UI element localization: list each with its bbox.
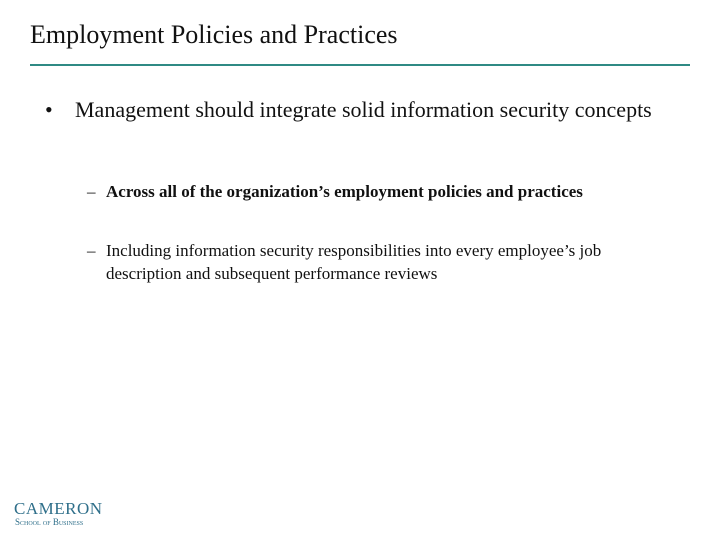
sub-bullet-item: [87, 180, 677, 203]
bullet-item: [45, 95, 665, 124]
title-divider: [30, 64, 690, 66]
bullet-text: Management should integrate solid information security concepts: [75, 97, 652, 122]
logo-subtitle: School of Business: [15, 517, 84, 527]
sub-bullet-text: Across all of the organization’s employment policies and practices: [106, 182, 583, 201]
sub-bullet-text: Including information security responsibilities into every employee’s job description and subsequent performance reviews: [106, 241, 602, 283]
logo-name: CAMERON: [14, 499, 103, 518]
bullet-marker: •: [45, 97, 53, 122]
sub-bullet-marker: –: [87, 182, 96, 201]
slide-title: Employment Policies and Practices: [30, 20, 398, 49]
sub-bullet-item: [87, 239, 677, 285]
sub-bullet-marker: –: [87, 241, 96, 260]
cameron-logo: [14, 500, 134, 530]
